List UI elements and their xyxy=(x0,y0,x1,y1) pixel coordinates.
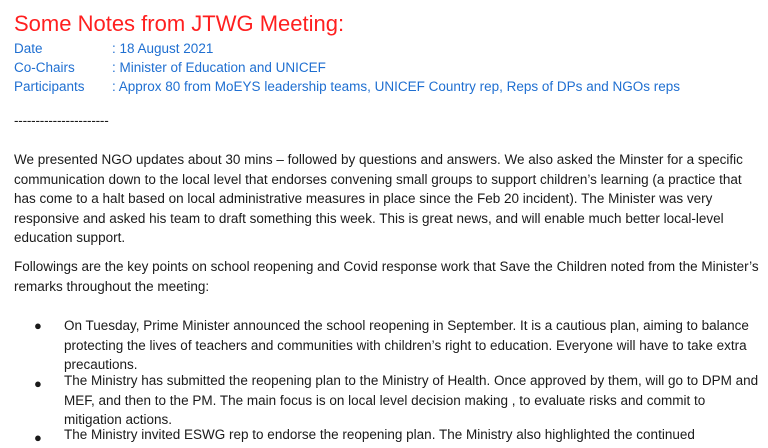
paragraph-ngo-updates: We presented NGO updates about 30 mins – followed by questions and answers. We also asked the Minster for a specific communication down to the local level that endorses convening small groups to support children’s learning (a practice that has come to a halt based on local administrative measures in place since the Feb 20 incident). The Minister was very responsive and asked his team to draft something this week. This is great news, and will enable much better local-level education support. xyxy=(14,152,743,245)
paragraph-key-points-intro: Followings are the key points on school reopening and Covid response work that Save the Children noted from the Minister’s remarks throughout the meeting: xyxy=(14,259,759,294)
bullet-item-reopening-plan: The Ministry has submitted the reopening plan to the Ministry of Health. Once approved by them, will go to DPM and MEF, and then to the PM. The main focus is on local level decision making , to evaluate risks and commit to mitigation actions. xyxy=(64,373,759,427)
meta-value-participants: : Approx 80 from MoEYS leadership teams, UNICEF Country rep, Reps of DPs and NGOs reps xyxy=(112,79,680,94)
meta-key-date: Date xyxy=(14,41,43,56)
bullet-item-eswg: The Ministry invited ESWG rep to endorse the reopening plan. The Ministry also highlighted the continued xyxy=(64,427,695,442)
bullet-dot: ● xyxy=(34,376,42,391)
section-divider: ---------------------- xyxy=(14,113,109,128)
bullet-dot: ● xyxy=(34,318,42,333)
meta-row-participants xyxy=(14,78,680,96)
meta-value-date: : 18 August 2021 xyxy=(112,41,214,56)
meta-value-co-chairs: : Minister of Education and UNICEF xyxy=(112,60,326,75)
bullet-dot: ● xyxy=(34,430,42,445)
meta-row-co-chairs xyxy=(14,59,326,77)
document-title: Some Notes from JTWG Meeting: xyxy=(14,11,345,36)
meta-row-date xyxy=(14,40,213,58)
meta-key-participants: Participants xyxy=(14,79,85,94)
bullet-item-school-reopening: On Tuesday, Prime Minister announced the school reopening in September. It is a cautious plan, aiming to balance protecting the lives of teachers and communities with children’s right to education. Everyone will have to take extra precautions. xyxy=(64,318,749,372)
meta-key-co-chairs: Co-Chairs xyxy=(14,60,75,75)
